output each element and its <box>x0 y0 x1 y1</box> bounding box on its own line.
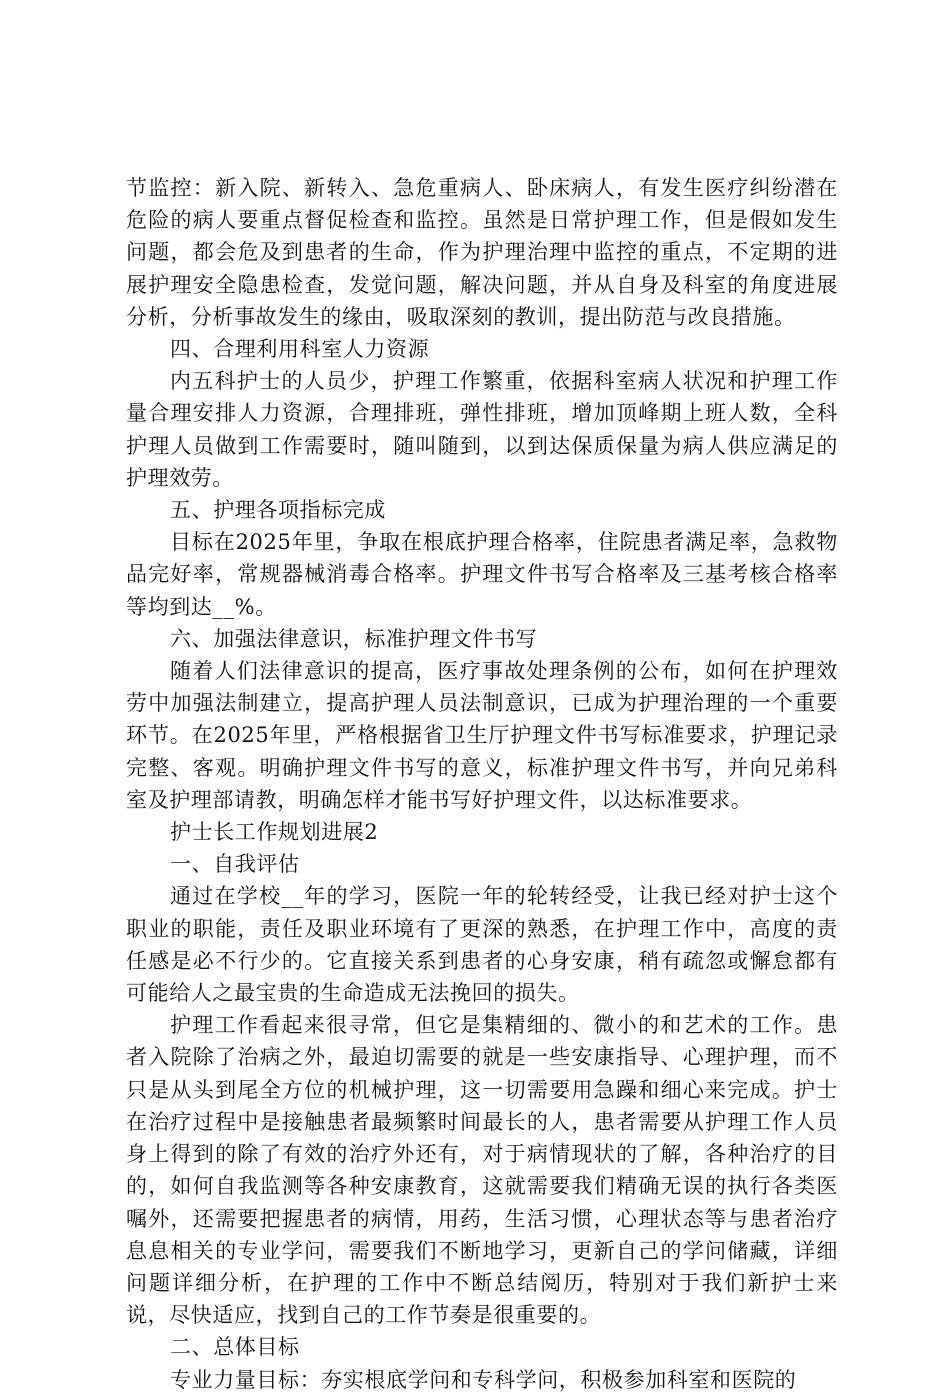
document-subtitle: 护士长工作规划进展2 <box>170 820 379 845</box>
document-body <box>126 172 838 1396</box>
section-heading: 一、自我评估 <box>170 852 300 877</box>
paragraph: 专业力量目标：夯实根底学问和专科学问，积极参加科室和医院的 <box>170 1367 797 1392</box>
paragraph: 节监控：新入院、新转入、急危重病人、卧床病人，有发生医疗纠纷潜在危险的病人要重点督促检查和监控。虽然是日常护理工作，但是假如发生问题，都会危及到患者的生命，作为护理治理中监控的重点，不定期的进展护理安全隐患检查，发觉问题，解决问题，并从自身及科室的角度进展分析，分析事故发生的缘由，吸取深刻的教训，提出防范与改良措施。 <box>126 176 838 329</box>
paragraph: 目标在2025年里，争取在根底护理合格率，住院患者满足率，急救物品完好率，常规器械消毒合格率。护理文件书写合格率及三基考核合格率等均到达__%。 <box>126 530 838 619</box>
paragraph: 护理工作看起来很寻常，但它是集精细的、微小的和艺术的工作。患者入院除了治病之外，最迫切需要的就是一些安康指导、心理护理，而不只是从头到尾全方位的机械护理，这一切需要用急躁和细心来完成。护士在治疗过程中是接触患者最频繁时间最长的人，患者需要从护理工作人员身上得到的除了有效的治疗外还有，对于病情现状的了解，各种治疗的目的，如何自我监测等各种安康教育，这就需要我们精确无误的执行各类医嘱外，还需要把握患者的病情，用药，生活习惯，心理状态等与患者治疗息息相关的专业学问，需要我们不断地学习，更新自己的学问储藏，详细问题详细分析，在护理的工作中不断总结阅历，特别对于我们新护士来说，尽快适应，找到自己的工作节奏是很重要的。 <box>126 1013 838 1328</box>
section-heading: 四、合理利用科室人力资源 <box>170 337 430 362</box>
section-heading: 六、加强法律意识，标准护理文件书写 <box>170 626 538 651</box>
section-heading: 二、总体目标 <box>170 1335 300 1360</box>
paragraph: 通过在学校__年的学习，医院一年的轮转经受，让我已经对护士这个职业的职能，责任及职业环境有了更深的熟悉，在护理工作中，高度的责任感是必不行少的。它直接关系到患者的心身安康，稍有疏忽或懈怠都有可能给人之最宝贵的生命造成无法挽回的损失。 <box>126 884 838 1006</box>
section-heading: 五、护理各项指标完成 <box>170 498 386 523</box>
paragraph: 随着人们法律意识的提高，医疗事故处理条例的公布，如何在护理效劳中加强法制建立，提高护理人员法制意识，已成为护理治理的一个重要环节。在2025年里，严格根据省卫生厅护理文件书写标准要求，护理记录完整、客观。明确护理文件书写的意义，标准护理文件书写，并向兄弟科室及护理部请教，明确怎样才能书写好护理文件，以达标准要求。 <box>126 659 838 812</box>
paragraph: 内五科护士的人员少，护理工作繁重，依据科室病人状况和护理工作量合理安排人力资源，合理排班，弹性排班，增加顶峰期上班人数，全科护理人员做到工作需要时，随叫随到，以到达保质保量为病人供应满足的护理效劳。 <box>126 369 838 490</box>
